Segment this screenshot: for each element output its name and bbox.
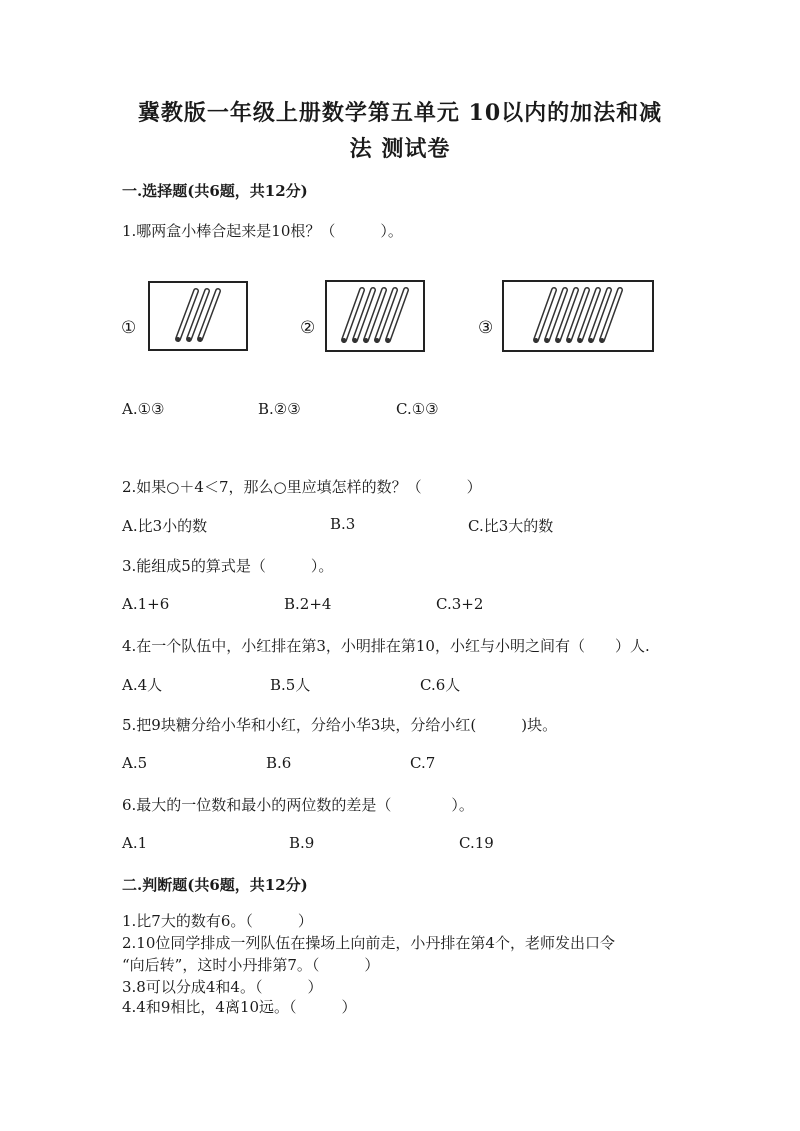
figure-1-label: ① bbox=[121, 318, 137, 338]
q3-option-c[interactable]: C.3+2 bbox=[436, 595, 484, 613]
q5-option-c[interactable]: C.7 bbox=[410, 754, 436, 772]
question-3-text: 3.能组成5的算式是（ ）。 bbox=[122, 557, 334, 575]
q1-option-c[interactable]: C.①③ bbox=[396, 400, 439, 418]
q4-option-b[interactable]: B.5人 bbox=[270, 676, 311, 694]
counting-stick bbox=[600, 290, 620, 342]
q6-option-b[interactable]: B.9 bbox=[289, 834, 315, 852]
q4-option-c[interactable]: C.6人 bbox=[420, 676, 461, 694]
question-2-text: 2.如果○＋4＜7，那么○里应填怎样的数？（ ） bbox=[122, 478, 482, 496]
figure-2-label: ② bbox=[300, 318, 316, 338]
q6-option-c[interactable]: C.19 bbox=[459, 834, 494, 852]
q3-option-a[interactable]: A.1+6 bbox=[122, 595, 170, 613]
q5-option-a[interactable]: A.5 bbox=[122, 754, 148, 772]
judge-item-2-line2: “向后转”，这时小丹排第7。（ ） bbox=[122, 956, 380, 974]
q5-option-b[interactable]: B.6 bbox=[266, 754, 292, 772]
q2-option-a[interactable]: A.比3小的数 bbox=[122, 517, 208, 535]
judge-item-1: 1.比7大的数有6。（ ） bbox=[122, 912, 313, 930]
figure-3-label: ③ bbox=[478, 318, 494, 338]
sticks-bundle-3 bbox=[148, 281, 248, 351]
section-heading-judge: 二.判断题(共6题，共12分) bbox=[122, 876, 308, 894]
judge-item-2-line1: 2.10位同学排成一列队伍在操场上向前走，小丹排在第4个，老师发出口令 bbox=[122, 934, 615, 952]
q2-option-c[interactable]: C.比3大的数 bbox=[468, 517, 554, 535]
sticks-bundle-5 bbox=[325, 280, 425, 352]
question-1-text: 1.哪两盒小棒合起来是10根？（ ）。 bbox=[122, 222, 403, 240]
question-5-text: 5.把9块糖分给小华和小红，分给小华3块，分给小红( )块。 bbox=[122, 716, 558, 734]
q1-option-b[interactable]: B.②③ bbox=[258, 400, 301, 418]
q4-option-a[interactable]: A.4人 bbox=[122, 676, 163, 694]
question-4-text: 4.在一个队伍中，小红排在第3，小明排在第10，小红与小明之间有（ ）人. bbox=[122, 637, 650, 655]
page-title-line2: 法 测试卷 bbox=[349, 136, 451, 162]
judge-item-4: 4.4和9相比，4离10远。（ ） bbox=[122, 998, 357, 1016]
stick-box-2 bbox=[325, 280, 425, 352]
q3-option-b[interactable]: B.2+4 bbox=[284, 595, 332, 613]
stick-box-3 bbox=[502, 280, 654, 352]
counting-stick bbox=[386, 290, 406, 342]
judge-item-3: 3.8可以分成4和4。（ ） bbox=[122, 978, 323, 996]
sticks-bundle-7 bbox=[502, 280, 654, 352]
section-heading-choice: 一.选择题(共6题，共12分) bbox=[122, 182, 308, 200]
q6-option-a[interactable]: A.1 bbox=[122, 834, 148, 852]
question-6-text: 6.最大的一位数和最小的两位数的差是（ ）。 bbox=[122, 796, 474, 814]
page-title-line1: 冀教版一年级上册数学第五单元 10以内的加法和减 bbox=[137, 100, 663, 126]
q2-option-b[interactable]: B.3 bbox=[330, 515, 356, 533]
q1-option-a[interactable]: A.①③ bbox=[122, 400, 165, 418]
stick-box-1 bbox=[148, 281, 248, 351]
